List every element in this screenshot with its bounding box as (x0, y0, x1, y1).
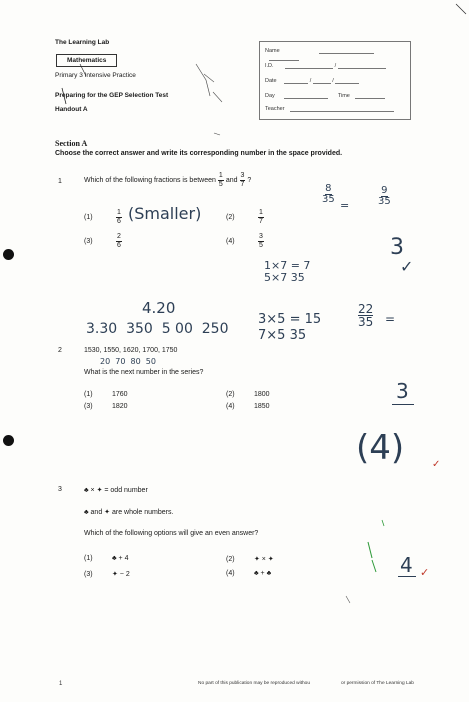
q1-and: and (225, 177, 238, 184)
page-number: 1 (59, 681, 63, 687)
q1-text-pre: Which of the following fractions is between (84, 177, 216, 184)
q3-text: Which of the following options will give an even answer? (84, 530, 259, 537)
hw-q1-calc2: 9 35 (378, 185, 391, 207)
info-name-label: Name (265, 48, 280, 54)
q2-option-2[interactable]: (2) 1800 (226, 391, 270, 398)
q3-line2: ♣ and ✦ are whole numbers. (84, 509, 174, 516)
q3-number: 3 (58, 486, 62, 493)
q2-option-4[interactable]: (4) 1850 (226, 403, 270, 410)
q3-line1: ♣ × ✦ = odd number (84, 487, 148, 494)
info-id-label: I.D. (265, 63, 274, 69)
section-instruction: Choose the correct answer and write its corresponding number in the space provided. (55, 150, 343, 157)
footer-notice-b: or permission of The Learning Lab (341, 681, 414, 686)
q1-option-2[interactable]: (2) $\frac{1}{7}$ (226, 209, 263, 225)
q3-option-2[interactable]: (2) ✦ × ✦ (226, 556, 274, 563)
hw-q2-top: 4.20 (142, 299, 176, 317)
date-sep-1: / (309, 78, 312, 84)
hw-q1-work1: 1×7 = 7 5×7 35 (264, 259, 311, 284)
info-date-label: Date (265, 78, 277, 84)
q1-number: 1 (58, 178, 62, 185)
hw-q2-under: 20 70 80 50 (100, 357, 156, 366)
hw-q1-eq2: = (385, 312, 396, 326)
course-text: Preparing for the GEP Selection Test (55, 92, 169, 99)
info-day-label: Day (265, 93, 275, 99)
q1-qmark: ? (247, 177, 252, 184)
hw-q1-calc1: 8 35 (322, 183, 335, 205)
subject-box: Mathematics (56, 54, 117, 67)
q1-option-3[interactable]: (3) $\frac{2}{6}$ (84, 233, 121, 249)
hw-q3-answer: 4 (400, 553, 413, 577)
q2-series: 1530, 1550, 1620, 1700, 1750 (84, 347, 178, 354)
info-teacher-label: Teacher (265, 106, 285, 112)
hw-q3-red-check: ✓ (420, 567, 430, 579)
level-text: Primary 3 Intensive Practice (55, 72, 136, 79)
hw-q1-work2: 3×5 = 15 7×5 35 (258, 312, 322, 343)
org-name: The Learning Lab (55, 39, 110, 46)
hw-q1-calc3: 22 35 (358, 302, 374, 329)
q2-text: What is the next number in the series? (84, 369, 204, 376)
q1-option-4[interactable]: (4) $\frac{3}{5}$ (226, 233, 263, 249)
hw-q2-diffs: 3.30 350 5 00 250 (86, 321, 229, 337)
q2-option-3[interactable]: (3) 1820 (84, 403, 128, 410)
hw-q1-eq: = (340, 199, 350, 212)
footer-notice-a: No part of this publication may be reproduced withou (198, 681, 310, 686)
q3-option-1[interactable]: (1) ♣ + 4 (84, 555, 129, 562)
q3-option-3[interactable]: (3) ✦ − 2 (84, 571, 130, 578)
hw-q2-red-check: ✓ (432, 459, 441, 470)
handout-text: Handout A (55, 106, 88, 113)
id-sep: / (334, 63, 337, 69)
info-time-label: Time (337, 93, 350, 99)
hw-q1-answer: 3 (390, 235, 404, 260)
hw-q2-answer: (4) (356, 428, 405, 468)
q2-number: 2 (58, 347, 62, 354)
q2-option-1[interactable]: (1) 1760 (84, 391, 128, 398)
date-sep-2: / (332, 78, 334, 84)
q1-frac-b: $\frac{3}{7}$ (240, 172, 245, 188)
hw-q2-side: 3 (396, 379, 409, 403)
q1-frac-a: $\frac{1}{5}$ (218, 172, 223, 188)
q1-option-1[interactable]: (1) $\frac{1}{6}$ (84, 209, 121, 225)
hw-q1-check: ✓ (400, 257, 414, 276)
section-title: Section A (55, 139, 88, 148)
q3-option-4[interactable]: (4) ♣ + ♣ (226, 570, 272, 577)
hw-smaller-note: (Smaller) (128, 204, 202, 223)
